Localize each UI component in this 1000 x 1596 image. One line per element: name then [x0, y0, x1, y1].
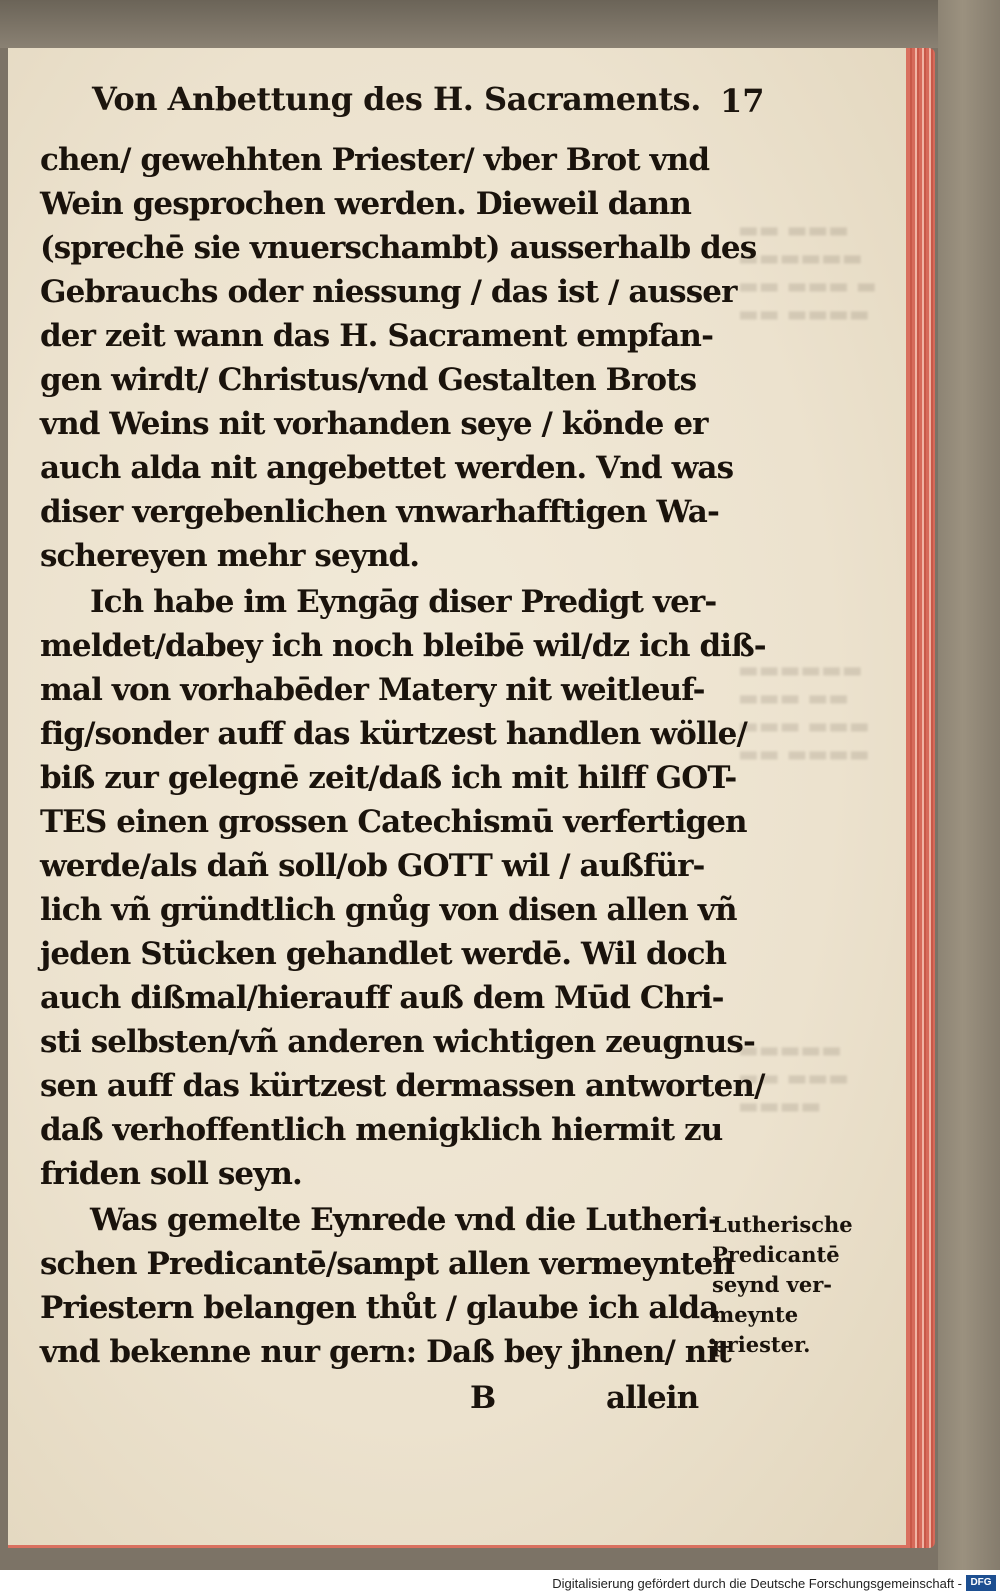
text-line: (sprechē sie vnuerschambt) ausserhalb des: [40, 230, 757, 266]
text-line: Wein gesprochen werden. Dieweil dann: [40, 186, 691, 222]
text-line: auch alda nit angebettet werden. Vnd was: [40, 450, 734, 486]
marginal-note-line: meynte: [712, 1302, 799, 1327]
text-line: Ich habe im Eyngāg diser Predigt ver-: [90, 584, 717, 620]
text-line: werde/als dañ soll/ob GOTT wil / außfür-: [40, 848, 705, 884]
text-line: biß zur gelegnē zeit/daß ich mit hilff GOT-: [40, 760, 737, 796]
text-line: lich vñ gründtlich gnůg von disen allen vñ: [40, 892, 737, 928]
text-line: auch dißmal/hierauff auß dem Mūd Chri-: [40, 980, 724, 1016]
dfg-logo: DFG: [966, 1575, 996, 1591]
bleed-through-text: ▬▬ ▬▬▬ ▬▬▬▬▬▬ ▬▬ ▬▬▬ ▬ ▬▬ ▬▬▬▬ ▬▬▬▬▬▬ ▬▬▬ ▬▬ ▬▬▬ ▬▬▬ ▬▬ ▬▬▬▬ ▬▬▬▬▬ ▬▬ ▬▬▬ ▬▬▬▬: [738, 218, 877, 1119]
text-line: schen Predicantē/sampt allen vermeynten: [40, 1246, 735, 1282]
book-cover-top: [0, 0, 1000, 48]
text-line: chen/ gewehhten Priester/ vber Brot vnd: [40, 142, 710, 178]
text-line: sen auff das kürtzest dermassen antworten/: [40, 1068, 765, 1104]
text-line: diser vergebenlichen vnwarhafftigen Wa-: [40, 494, 719, 530]
text-line: jeden Stücken gehandlet werdē. Wil doch: [40, 936, 727, 972]
marginal-note-line: seynd ver-: [712, 1272, 832, 1297]
footer-bar: [0, 1570, 1000, 1596]
text-line: vnd bekenne nur gern: Daß bey jhnen/ nit: [40, 1334, 731, 1370]
marginal-note-line: Predicantē: [712, 1242, 840, 1267]
text-line: gen wirdt/ Christus/vnd Gestalten Brots: [40, 362, 697, 398]
marginal-note-line: priester.: [712, 1332, 811, 1357]
text-line: Priestern belangen thůt / glaube ich alda: [40, 1290, 719, 1326]
text-line: mal von vorhabēder Matery nit weitleuf-: [40, 672, 705, 708]
text-line: Was gemelte Eynrede vnd die Lutheri-: [90, 1202, 720, 1238]
text-line: schereyen mehr seynd.: [40, 538, 420, 574]
text-line: daß verhoffentlich menigklich hiermit zu: [40, 1112, 723, 1148]
text-line: friden soll seyn.: [40, 1156, 302, 1192]
page-number: 17: [720, 82, 765, 120]
text-line: meldet/dabey ich noch bleibē wil/dz ich diß-: [40, 628, 766, 664]
marginal-note-line: Lutherische: [712, 1212, 853, 1237]
text-line: vnd Weins nit vorhanden seye / könde er: [40, 406, 708, 442]
catchword: allein: [606, 1380, 699, 1416]
text-line: TES einen grossen Catechismū verfertigen: [40, 804, 747, 840]
signature-mark: B: [470, 1380, 496, 1416]
text-line: sti selbsten/vñ anderen wichtigen zeugnus-: [40, 1024, 755, 1060]
text-line: Gebrauchs oder niessung / das ist / ausser: [40, 274, 737, 310]
funding-credit: Digitalisierung gefördert durch die Deutsche Forschungsgemeinschaft -: [552, 1576, 962, 1591]
text-line: fig/sonder auff das kürtzest handlen wölle/: [40, 716, 747, 752]
text-line: der zeit wann das H. Sacrament empfan-: [40, 318, 714, 354]
book-cover-right: [938, 0, 1000, 1570]
running-header: Von Anbettung des H. Sacraments.: [92, 80, 701, 118]
